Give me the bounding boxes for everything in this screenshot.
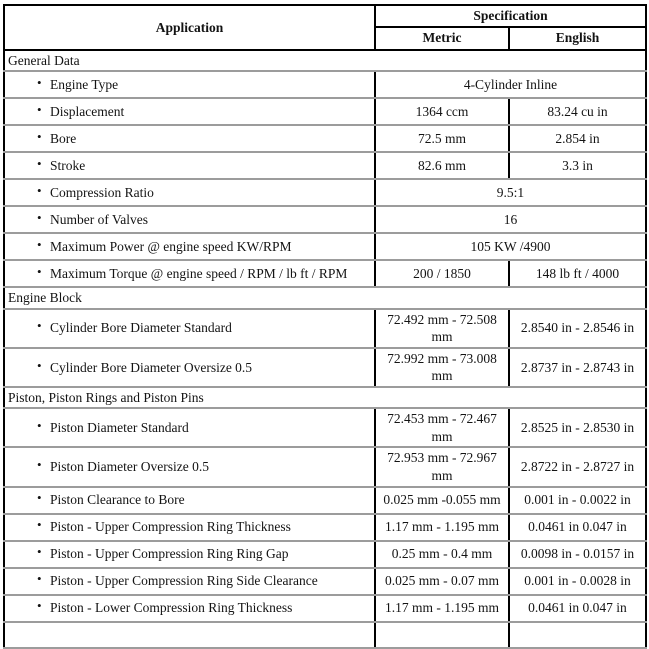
- application-label: [7, 130, 372, 148]
- application-label: [7, 599, 372, 617]
- application-label-cell: [4, 233, 375, 260]
- application-label: [7, 359, 372, 377]
- value-metric-cell: 200 / 1850: [375, 260, 509, 287]
- bullet-icon: •: [37, 357, 42, 373]
- partial-row: [4, 622, 646, 648]
- application-label-text: Stroke: [50, 157, 86, 173]
- application-label: [7, 184, 372, 202]
- spec-table-body: [4, 50, 646, 648]
- value-english-cell: 2.8722 in - 2.8727 in: [509, 447, 646, 486]
- application-label-text: Number of Valves: [50, 211, 148, 227]
- application-label-cell: [4, 98, 375, 125]
- application-label-cell: [4, 260, 375, 287]
- table-row: [4, 541, 646, 568]
- application-label-cell: [4, 348, 375, 387]
- table-row: [4, 152, 646, 179]
- application-label-cell: [4, 595, 375, 622]
- table-row: [4, 348, 646, 387]
- application-label: [7, 76, 372, 94]
- section-row: [4, 387, 646, 409]
- value-combined-cell: 9.5:1: [375, 179, 646, 206]
- value-metric-cell: 0.025 mm -0.055 mm: [375, 487, 509, 514]
- application-label-text: Maximum Torque @ engine speed / RPM / lb ft / RPM: [50, 265, 348, 281]
- application-label-cell: [4, 309, 375, 348]
- application-label-cell: [4, 541, 375, 568]
- application-label-cell: [4, 125, 375, 152]
- application-column-header: Application: [4, 5, 375, 50]
- table-row: [4, 125, 646, 152]
- application-label-text: Displacement: [50, 103, 125, 119]
- value-metric-cell: 72.992 mm - 73.008 mm: [375, 348, 509, 387]
- application-label: [7, 103, 372, 121]
- application-label-text: Piston - Upper Compression Ring Thickness: [50, 519, 291, 535]
- application-label-cell: [4, 514, 375, 541]
- spec-table-container: [3, 4, 647, 616]
- value-combined-cell: 16: [375, 206, 646, 233]
- bullet-icon: •: [37, 318, 42, 334]
- bullet-icon: •: [37, 263, 42, 279]
- bullet-icon: •: [37, 74, 42, 90]
- table-row: [4, 179, 646, 206]
- value-english-cell: 0.0461 in 0.047 in: [509, 514, 646, 541]
- metric-column-header: Metric: [375, 27, 509, 50]
- application-label-text: Cylinder Bore Diameter Standard: [50, 320, 232, 336]
- value-english-cell: 2.8525 in - 2.8530 in: [509, 408, 646, 447]
- table-row: [4, 309, 646, 348]
- value-english-cell: 3.3 in: [509, 152, 646, 179]
- bullet-icon: •: [37, 155, 42, 171]
- application-label: [7, 419, 372, 437]
- bullet-icon: •: [37, 517, 42, 533]
- application-label-cell: [4, 408, 375, 447]
- application-label-cell: [4, 71, 375, 98]
- table-row: [4, 233, 646, 260]
- application-label-cell: [4, 568, 375, 595]
- value-metric-cell: 0.25 mm - 0.4 mm: [375, 541, 509, 568]
- section-row: [4, 50, 646, 72]
- application-label: [7, 458, 372, 476]
- table-row: [4, 447, 646, 486]
- table-row: [4, 98, 646, 125]
- value-english-cell: 148 lb ft / 4000: [509, 260, 646, 287]
- application-label-text: Piston - Upper Compression Ring Ring Gap: [50, 546, 289, 562]
- section-title: Engine Block: [4, 287, 646, 309]
- application-label: [7, 319, 372, 337]
- application-label-cell: [4, 152, 375, 179]
- bullet-icon: •: [37, 544, 42, 560]
- table-row: [4, 487, 646, 514]
- section-title: General Data: [4, 50, 646, 72]
- table-row: [4, 408, 646, 447]
- value-english-cell: [509, 622, 646, 648]
- spec-table-header: [4, 5, 646, 50]
- application-label-cell: [4, 179, 375, 206]
- table-row: [4, 260, 646, 287]
- application-label-text: Piston Diameter Standard: [50, 420, 189, 436]
- application-label-cell: [4, 206, 375, 233]
- table-row: [4, 514, 646, 541]
- value-metric-cell: 72.5 mm: [375, 125, 509, 152]
- application-label-cell: [4, 487, 375, 514]
- application-label: [7, 238, 372, 256]
- table-row: [4, 595, 646, 622]
- application-label-text: Piston - Upper Compression Ring Side Clearance: [50, 573, 318, 589]
- application-label-cell: [4, 447, 375, 486]
- application-label-text: Bore: [50, 130, 77, 146]
- bullet-icon: •: [37, 571, 42, 587]
- value-english-cell: 0.001 in - 0.0028 in: [509, 568, 646, 595]
- value-english-cell: 0.001 in - 0.0022 in: [509, 487, 646, 514]
- application-label-text: Piston Clearance to Bore: [50, 492, 185, 508]
- value-metric-cell: [375, 622, 509, 648]
- table-row: [4, 568, 646, 595]
- application-label-text: Engine Type: [50, 76, 119, 92]
- english-column-header: English: [509, 27, 646, 50]
- application-label-text: Maximum Power @ engine speed KW/RPM: [50, 238, 292, 254]
- value-combined-cell: 4-Cylinder Inline: [375, 71, 646, 98]
- specification-column-header: Specification: [375, 5, 646, 27]
- value-metric-cell: 82.6 mm: [375, 152, 509, 179]
- section-title: Piston, Piston Rings and Piston Pins: [4, 387, 646, 409]
- value-english-cell: 2.854 in: [509, 125, 646, 152]
- value-metric-cell: 1.17 mm - 1.195 mm: [375, 595, 509, 622]
- value-english-cell: 83.24 cu in: [509, 98, 646, 125]
- value-metric-cell: 72.453 mm - 72.467 mm: [375, 408, 509, 447]
- value-metric-cell: 0.025 mm - 0.07 mm: [375, 568, 509, 595]
- application-label-cell: [4, 622, 375, 648]
- table-row: [4, 71, 646, 98]
- application-label-text: Piston - Lower Compression Ring Thickness: [50, 600, 293, 616]
- bullet-icon: •: [37, 490, 42, 506]
- bullet-icon: •: [37, 182, 42, 198]
- bullet-icon: •: [37, 418, 42, 434]
- bullet-icon: •: [37, 101, 42, 117]
- bullet-icon: •: [37, 457, 42, 473]
- value-english-cell: 2.8737 in - 2.8743 in: [509, 348, 646, 387]
- application-label-text: Compression Ratio: [50, 184, 154, 200]
- value-metric-cell: 1364 ccm: [375, 98, 509, 125]
- application-label-text: Piston Diameter Oversize 0.5: [50, 459, 209, 475]
- application-label: [7, 491, 372, 509]
- application-label-text: Cylinder Bore Diameter Oversize 0.5: [50, 359, 253, 375]
- application-label: [7, 545, 372, 563]
- application-label: [7, 518, 372, 536]
- value-combined-cell: 105 KW /4900: [375, 233, 646, 260]
- application-label: [7, 157, 372, 175]
- bullet-icon: •: [37, 128, 42, 144]
- application-label: [7, 211, 372, 229]
- spec-table: [3, 4, 647, 649]
- value-english-cell: 2.8540 in - 2.8546 in: [509, 309, 646, 348]
- value-metric-cell: 1.17 mm - 1.195 mm: [375, 514, 509, 541]
- value-english-cell: 0.0461 in 0.047 in: [509, 595, 646, 622]
- bullet-icon: •: [37, 209, 42, 225]
- value-english-cell: 0.0098 in - 0.0157 in: [509, 541, 646, 568]
- bullet-icon: •: [37, 598, 42, 614]
- application-label: [7, 572, 372, 590]
- application-label: [7, 265, 372, 283]
- bullet-icon: •: [37, 236, 42, 252]
- value-metric-cell: 72.953 mm - 72.967 mm: [375, 447, 509, 486]
- section-row: [4, 287, 646, 309]
- value-metric-cell: 72.492 mm - 72.508 mm: [375, 309, 509, 348]
- table-row: [4, 206, 646, 233]
